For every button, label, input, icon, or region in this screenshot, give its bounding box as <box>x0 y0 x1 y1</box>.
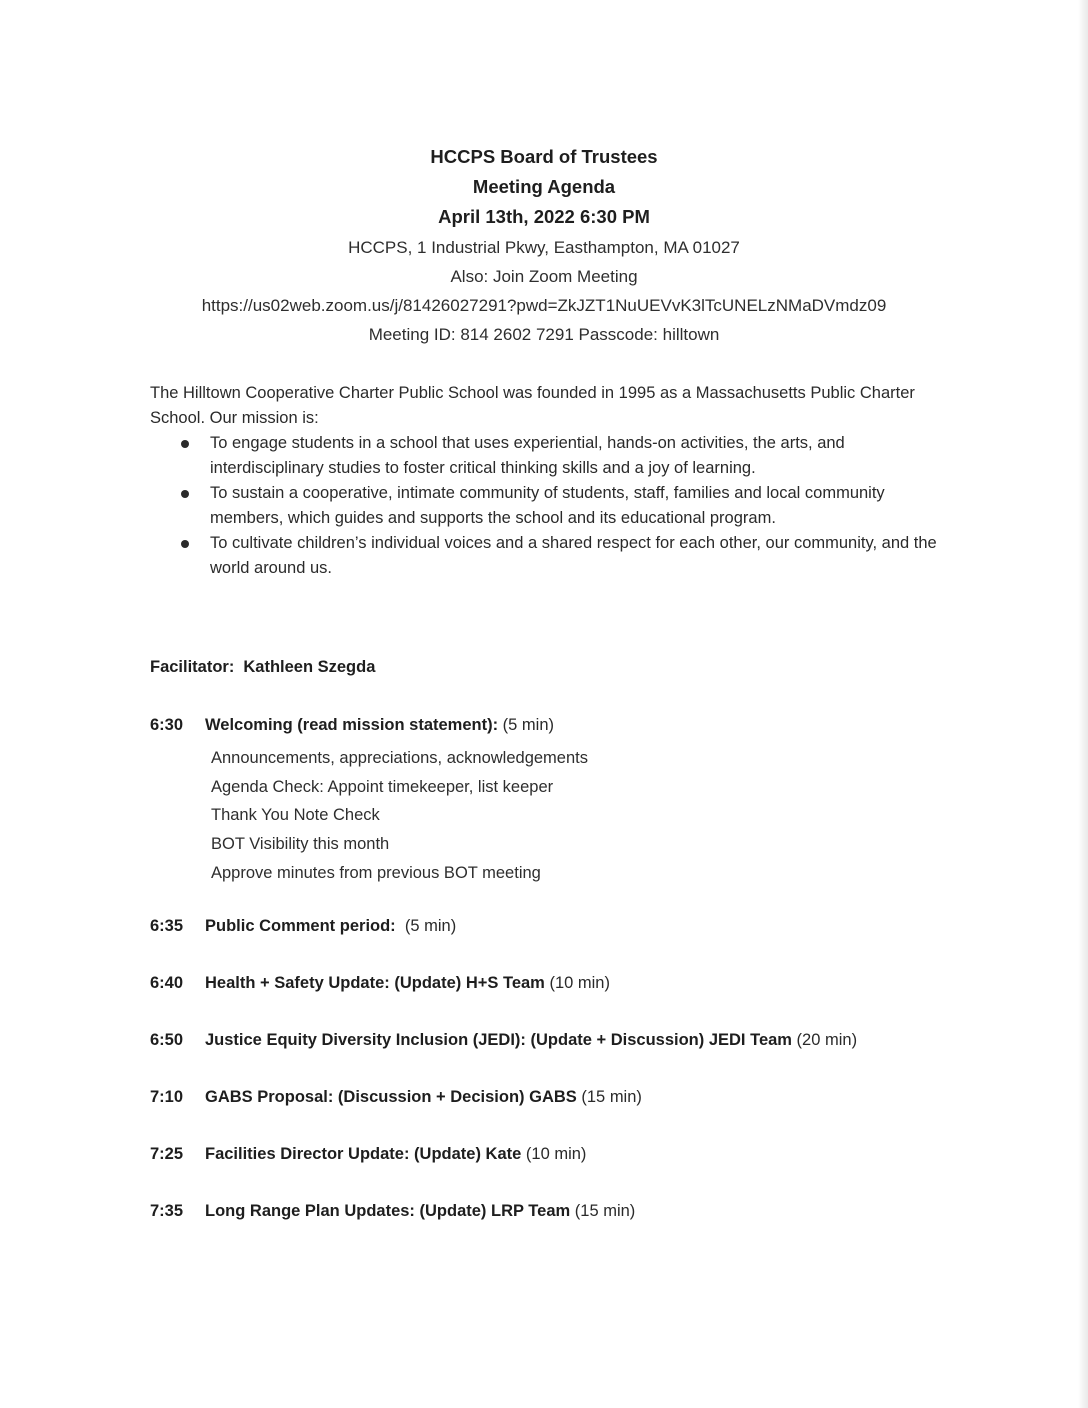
agenda-time: 7:35 <box>150 1202 184 1220</box>
agenda-item <box>150 1202 635 1221</box>
doc-title: Meeting Agenda <box>472 176 616 197</box>
agenda-title: Public Comment period: <box>205 917 396 935</box>
mission-item: To cultivate children’s individual voices and a shared respect for each other, our community, and the world around us. <box>150 531 950 581</box>
agenda-item <box>150 974 610 993</box>
zoom-link[interactable]: https://us02web.zoom.us/j/81426027291?pwd=ZkJZT1NuUEVvK3lTcUNELzNMaDVmdz09 <box>201 296 887 315</box>
org-title: HCCPS Board of Trustees <box>430 146 658 167</box>
meeting-date-time: April 13th, 2022 6:30 PM <box>438 206 650 227</box>
sub-item: BOT Visibility this month <box>211 835 390 854</box>
agenda-item <box>150 917 456 936</box>
agenda-title: Facilities Director Update: (Update) Kate <box>205 1145 522 1163</box>
intro-paragraph: The Hilltown Cooperative Charter Public School was founded in 1995 as a Massachusetts Public Charter School. Our mission is: <box>150 384 915 427</box>
mission-item: To engage students in a school that uses experiential, hands-on activities, the arts, and interdisciplinary studies to foster critical thinking skills and a joy of learning. <box>150 431 950 481</box>
agenda-title: Welcoming (read mission statement): <box>205 716 499 734</box>
mission-list <box>150 431 950 581</box>
meeting-address: HCCPS, 1 Industrial Pkwy, Easthampton, MA 01027 <box>348 238 740 257</box>
agenda-duration: (15 min) <box>570 1202 636 1220</box>
agenda-time: 7:25 <box>150 1145 184 1163</box>
welcoming-sub-items <box>211 744 588 888</box>
agenda-duration: (20 min) <box>791 1031 858 1049</box>
bullet-icon <box>181 490 189 498</box>
agenda-duration: (15 min) <box>576 1088 642 1106</box>
sub-item: Thank You Note Check <box>211 806 380 825</box>
agenda-title: GABS Proposal: (Discussion + Decision) GABS <box>205 1088 577 1106</box>
facilitator-line <box>150 658 375 677</box>
agenda-title: Long Range Plan Updates: (Update) LRP Team <box>205 1202 571 1220</box>
facilitator-name: Kathleen Szegda <box>243 658 376 676</box>
agenda-time: 6:50 <box>150 1031 184 1049</box>
facilitator-label: Facilitator: <box>150 658 235 676</box>
agenda-time: 7:10 <box>150 1088 184 1106</box>
sub-item: Announcements, appreciations, acknowledgements <box>211 749 588 767</box>
sub-item: Approve minutes from previous BOT meeting <box>211 863 541 882</box>
agenda-item <box>150 716 554 735</box>
zoom-intro: Also: Join Zoom Meeting <box>450 267 638 286</box>
sub-item: Agenda Check: Appoint timekeeper, list keeper <box>211 777 554 796</box>
mission-section <box>150 381 950 581</box>
agenda-duration: (10 min) <box>544 974 610 992</box>
agenda-item <box>150 1088 642 1107</box>
agenda-time: 6:40 <box>150 974 184 992</box>
agenda-duration: (10 min) <box>521 1145 587 1163</box>
agenda-time: 6:30 <box>150 716 184 734</box>
agenda-title: Health + Safety Update: (Update) H+S Team <box>205 974 545 992</box>
agenda-title: Justice Equity Diversity Inclusion (JEDI): (Update + Discussion) JEDI Team <box>205 1031 792 1049</box>
agenda-duration: (5 min) <box>498 716 555 734</box>
agenda-duration: (5 min) <box>395 917 457 935</box>
agenda-time: 6:35 <box>150 917 184 935</box>
bullet-icon <box>181 440 189 448</box>
agenda-item <box>150 1145 586 1164</box>
bullet-icon <box>181 540 189 548</box>
meeting-id-passcode: Meeting ID: 814 2602 7291 Passcode: hilltown <box>368 325 720 344</box>
agenda-item <box>150 1031 857 1050</box>
mission-item: To sustain a cooperative, intimate community of students, staff, families and local community members, which guides and supports the school and its educational program. <box>150 481 950 531</box>
